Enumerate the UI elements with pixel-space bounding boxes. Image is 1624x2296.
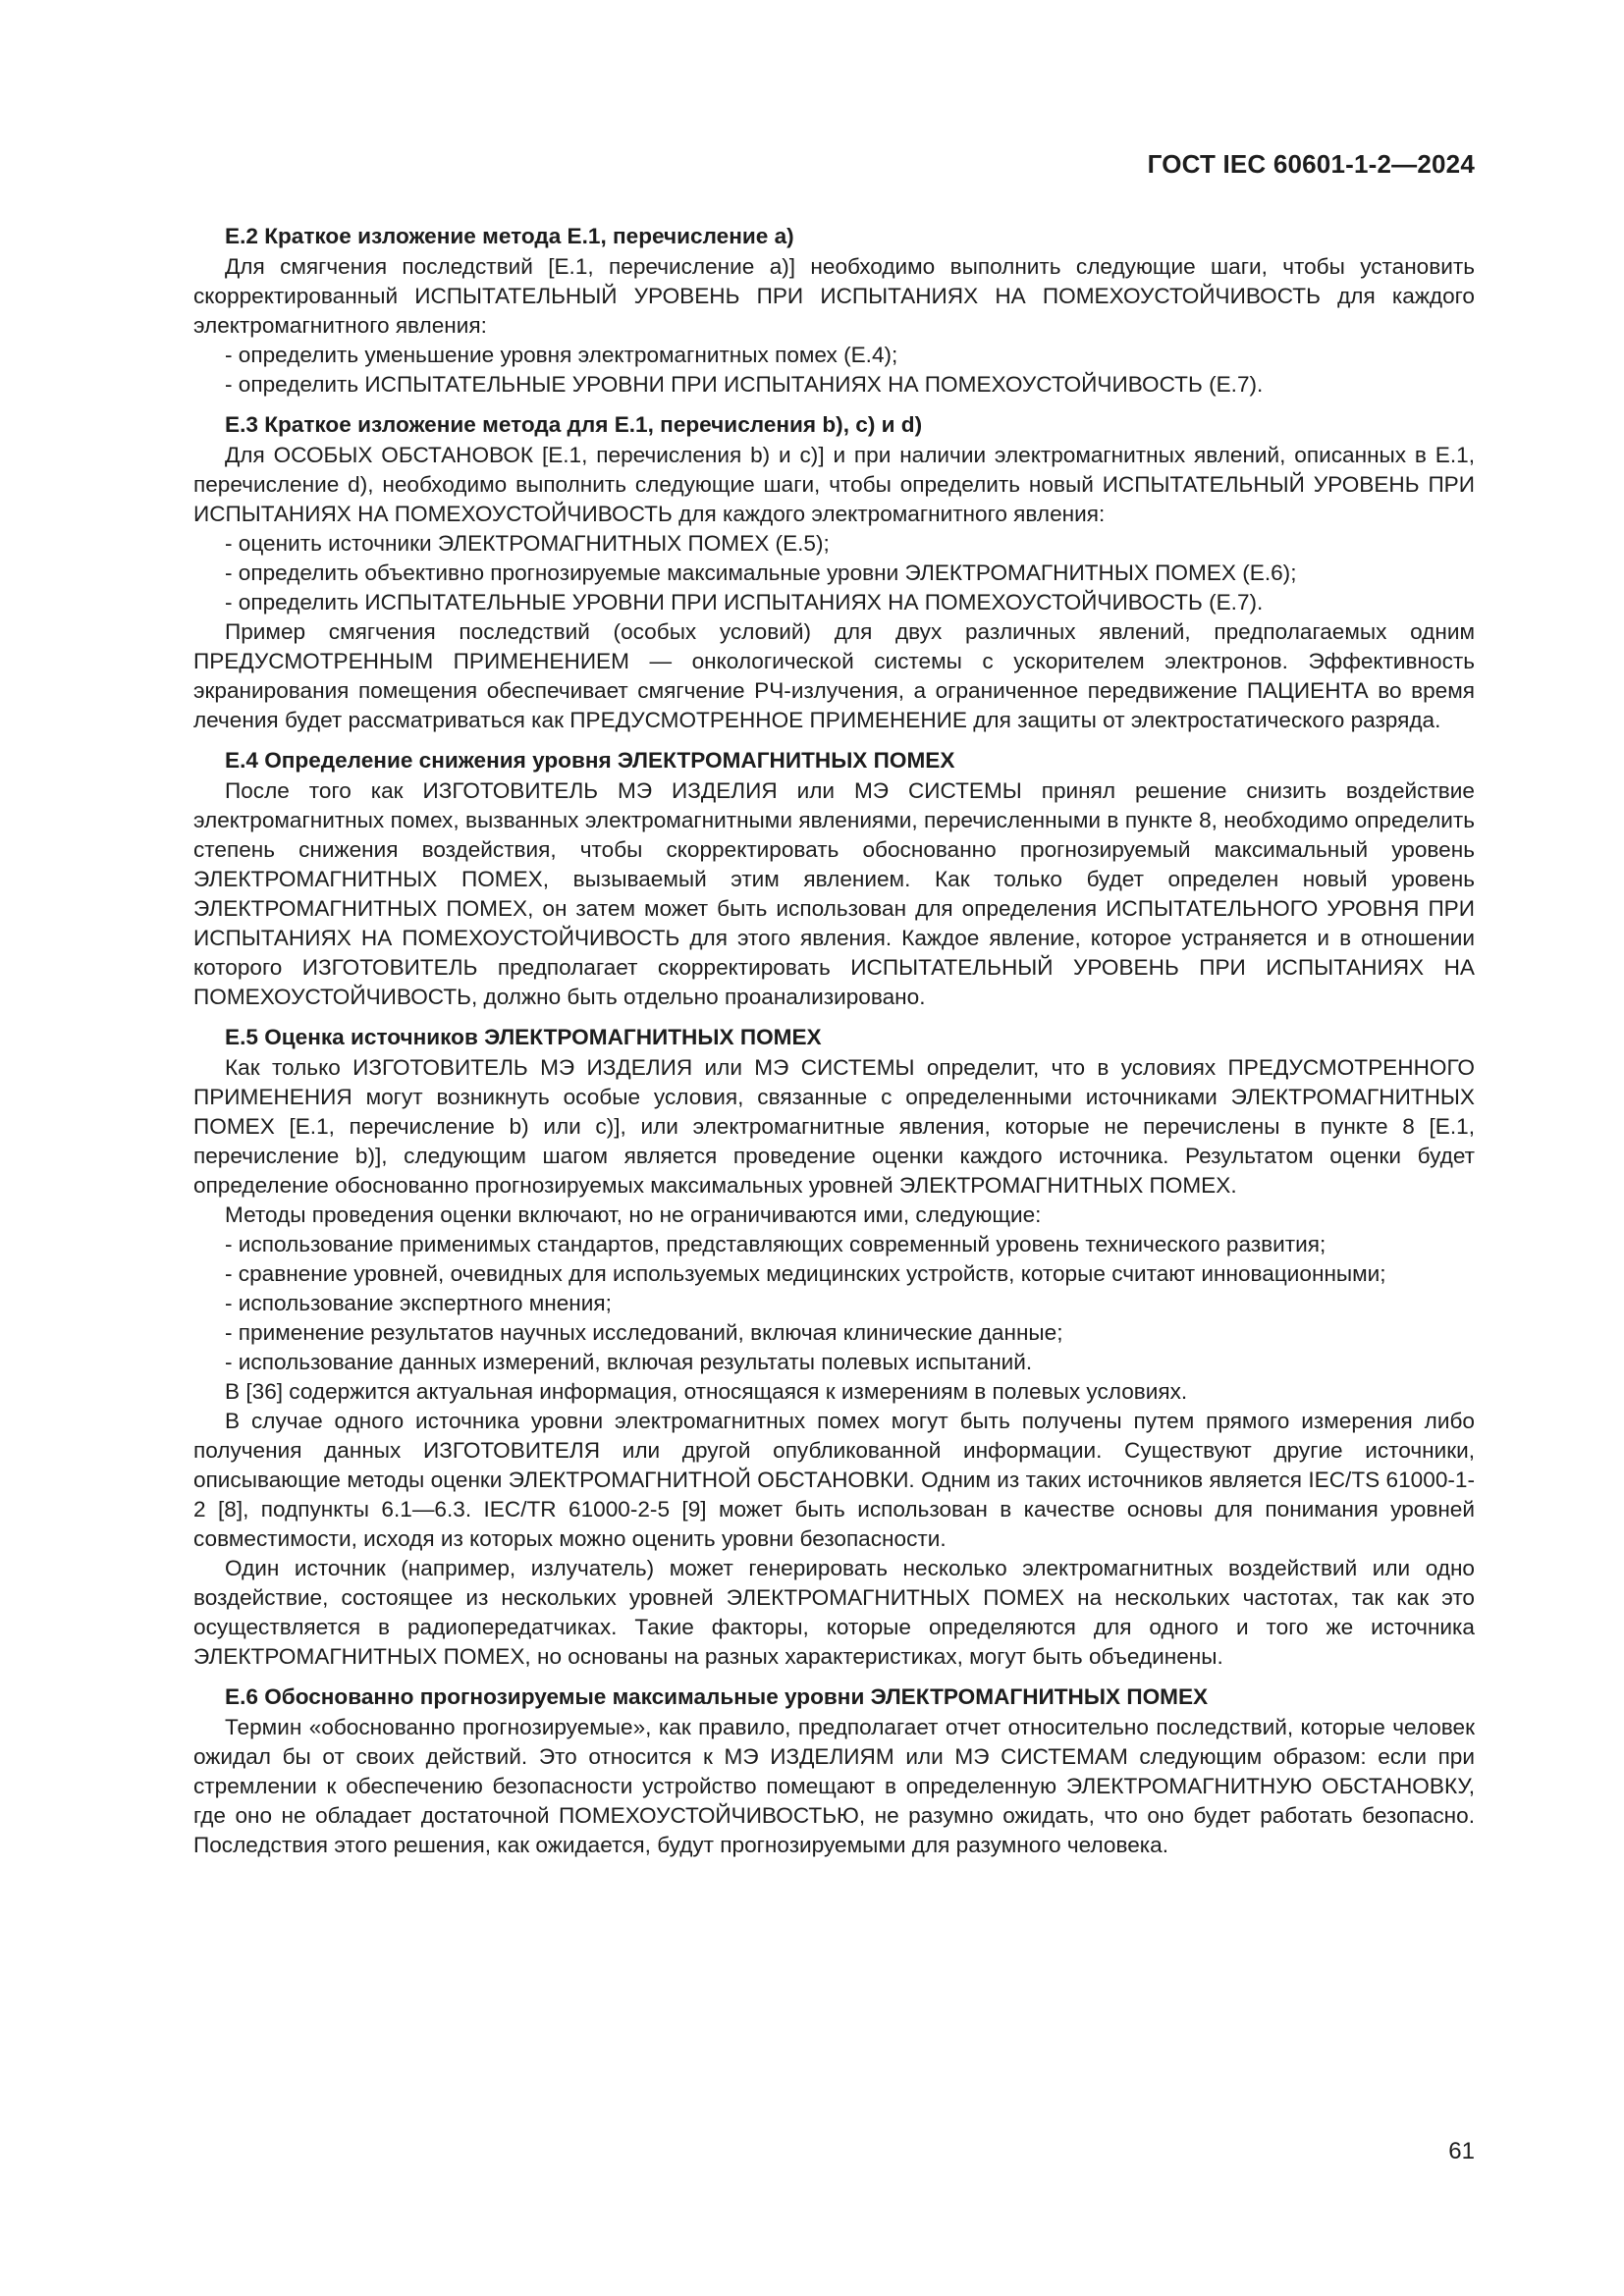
paragraph: В случае одного источника уровни электромагнитных помех могут быть получены путем прямого измерения либо получения данных ИЗГОТОВИТЕЛЯ или другой опубликованной информации. Существуют другие источники, описывающие методы оценки ЭЛЕКТРОМАГНИТНОЙ ОБСТАНОВКИ. Одним из таких источников является IEC/TS 61000-1-2 [8], подпункты 6.1—6.3. IEC/TR 61000-2-5 [9] может быть использован в качестве основы для понимания уровней совместимости, исходя из которых можно оценить уровни безопасности. bbox=[193, 1409, 1475, 1551]
list-item: - определить ИСПЫТАТЕЛЬНЫЕ УРОВНИ ПРИ ИСПЫТАНИЯХ НА ПОМЕХОУСТОЙЧИВОСТЬ (Е.7). bbox=[225, 590, 1264, 614]
list-item: - использование экспертного мнения; bbox=[225, 1291, 612, 1315]
section-e3 bbox=[193, 410, 1475, 735]
list-item: - определить объективно прогнозируемые максимальные уровни ЭЛЕКТРОМАГНИТНЫХ ПОМЕХ (Е.6); bbox=[225, 561, 1297, 585]
section-heading: Е.4 Определение снижения уровня ЭЛЕКТРОМАГНИТНЫХ ПОМЕХ bbox=[225, 748, 955, 773]
paragraph: Как только ИЗГОТОВИТЕЛЬ МЭ ИЗДЕЛИЯ или МЭ СИСТЕМЫ определит, что в условиях ПРЕДУСМОТРЕННОГО ПРИМЕНЕНИЯ могут возникнуть особые условия, связанные с определенными источниками ЭЛЕКТРОМАГНИТНЫХ ПОМЕХ [Е.1, перечисление b) или c)], или электромагнитные явления, которые не перечислены в пункте 8 [Е.1, перечисление b)], следующим шагом является проведение оценки каждого источника. Результатом оценки будет определение обоснованно прогнозируемых максимальных уровней ЭЛЕКТРОМАГНИТНЫХ ПОМЕХ. bbox=[193, 1055, 1475, 1198]
document-code-header: ГОСТ IEC 60601-1-2—2024 bbox=[1147, 149, 1475, 179]
list-item: - определить ИСПЫТАТЕЛЬНЫЕ УРОВНИ ПРИ ИСПЫТАНИЯХ НА ПОМЕХОУСТОЙЧИВОСТЬ (Е.7). bbox=[225, 372, 1264, 397]
paragraph: После того как ИЗГОТОВИТЕЛЬ МЭ ИЗДЕЛИЯ или МЭ СИСТЕМЫ принял решение снизить воздействие электромагнитных помех, вызванных электромагнитными явлениями, перечисленными в пункте 8, необходимо определить степень снижения воздействия, чтобы скорректировать обоснованно прогнозируемый максимальный уровень ЭЛЕКТРОМАГНИТНЫХ ПОМЕХ, вызываемый этим явлением. Как только будет определен новый уровень ЭЛЕКТРОМАГНИТНЫХ ПОМЕХ, он затем может быть использован для определения ИСПЫТАТЕЛЬНОГО УРОВНЯ ПРИ ИСПЫТАНИЯХ НА ПОМЕХОУСТОЙЧИВОСТЬ для этого явления. Каждое явление, которое устраняется и в отношении которого ИЗГОТОВИТЕЛЬ предполагает скорректировать ИСПЫТАТЕЛЬНЫЙ УРОВЕНЬ ПРИ ИСПЫТАНИЯХ НА ПОМЕХОУСТОЙЧИВОСТЬ, должно быть отдельно проанализировано. bbox=[193, 778, 1475, 1009]
section-e2 bbox=[193, 222, 1475, 400]
list-item: - использование данных измерений, включая результаты полевых испытаний. bbox=[225, 1350, 1033, 1374]
paragraph: Пример смягчения последствий (особых условий) для двух различных явлений, предполагаемых одним ПРЕДУСМОТРЕННЫМ ПРИМЕНЕНИЕМ — онкологической системы с ускорителем электронов. Эффективность экранирования помещения обеспечивает смягчение РЧ-излучения, а ограниченное передвижение ПАЦИЕНТА во время лечения будет рассматриваться как ПРЕДУСМОТРЕННОЕ ПРИМЕНЕНИЕ для защиты от электростатического разряда. bbox=[193, 619, 1475, 732]
section-heading: Е.2 Краткое изложение метода Е.1, перечисление а) bbox=[225, 224, 794, 248]
section-e4 bbox=[193, 746, 1475, 1012]
list-item: - применение результатов научных исследований, включая клинические данные; bbox=[225, 1320, 1063, 1345]
paragraph: Термин «обоснованно прогнозируемые», как правило, предполагает отчет относительно последствий, которые человек ожидал бы от своих действий. Это относится к МЭ ИЗДЕЛИЯМ или МЭ СИСТЕМАМ следующим образом: если при стремлении к обеспечению безопасности устройство помещают в определенную ЭЛЕКТРОМАГНИТНУЮ ОБСТАНОВКУ, где оно не обладает достаточной ПОМЕХОУСТОЙЧИВОСТЬЮ, не разумно ожидать, что оно будет работать безопасно. Последствия этого решения, как ожидается, будут прогнозируемыми для разумного человека. bbox=[193, 1715, 1475, 1857]
list-item: - определить уменьшение уровня электромагнитных помех (Е.4); bbox=[225, 343, 898, 367]
page-number: 61 bbox=[1448, 2138, 1475, 2164]
list-item: - оценить источники ЭЛЕКТРОМАГНИТНЫХ ПОМЕХ (Е.5); bbox=[225, 531, 830, 556]
section-e5 bbox=[193, 1023, 1475, 1672]
section-heading: Е.3 Краткое изложение метода для Е.1, перечисления b), c) и d) bbox=[225, 412, 923, 437]
paragraph: Один источник (например, излучатель) может генерировать несколько электромагнитных воздействий или одно воздействие, состоящее из нескольких уровней ЭЛЕКТРОМАГНИТНЫХ ПОМЕХ на нескольких частотах, так как это осуществляется в радиопередатчиках. Такие факторы, которые определяются для одного и того же источника ЭЛЕКТРОМАГНИТНЫХ ПОМЕХ, но основаны на разных характеристиках, могут быть объединены. bbox=[193, 1556, 1475, 1669]
section-heading: Е.5 Оценка источников ЭЛЕКТРОМАГНИТНЫХ ПОМЕХ bbox=[225, 1025, 822, 1049]
paragraph: Для ОСОБЫХ ОБСТАНОВОК [Е.1, перечисления b) и c)] и при наличии электромагнитных явлений, описанных в Е.1, перечисление d), необходимо выполнить следующие шаги, чтобы определить новый ИСПЫТАТЕЛЬНЫЙ УРОВЕНЬ ПРИ ИСПЫТАНИЯХ НА ПОМЕХОУСТОЙЧИВОСТЬ для каждого электромагнитного явления: bbox=[193, 443, 1475, 526]
section-e6 bbox=[193, 1682, 1475, 1860]
list-item: - использование применимых стандартов, представляющих современный уровень технического развития; bbox=[225, 1232, 1326, 1256]
list-item: - сравнение уровней, очевидных для используемых медицинских устройств, которые считают инновационными; bbox=[225, 1261, 1386, 1286]
page-content bbox=[193, 222, 1475, 1871]
section-heading: Е.6 Обоснованно прогнозируемые максимальные уровни ЭЛЕКТРОМАГНИТНЫХ ПОМЕХ bbox=[225, 1684, 1209, 1709]
paragraph: Для смягчения последствий [Е.1, перечисление а)] необходимо выполнить следующие шаги, чтобы установить скорректированный ИСПЫТАТЕЛЬНЫЙ УРОВЕНЬ ПРИ ИСПЫТАНИЯХ НА ПОМЕХОУСТОЙЧИВОСТЬ для каждого электромагнитного явления: bbox=[193, 254, 1475, 338]
paragraph: Методы проведения оценки включают, но не ограничиваются ими, следующие: bbox=[225, 1202, 1042, 1227]
paragraph: В [36] содержится актуальная информация, относящаяся к измерениям в полевых условиях. bbox=[225, 1379, 1188, 1404]
